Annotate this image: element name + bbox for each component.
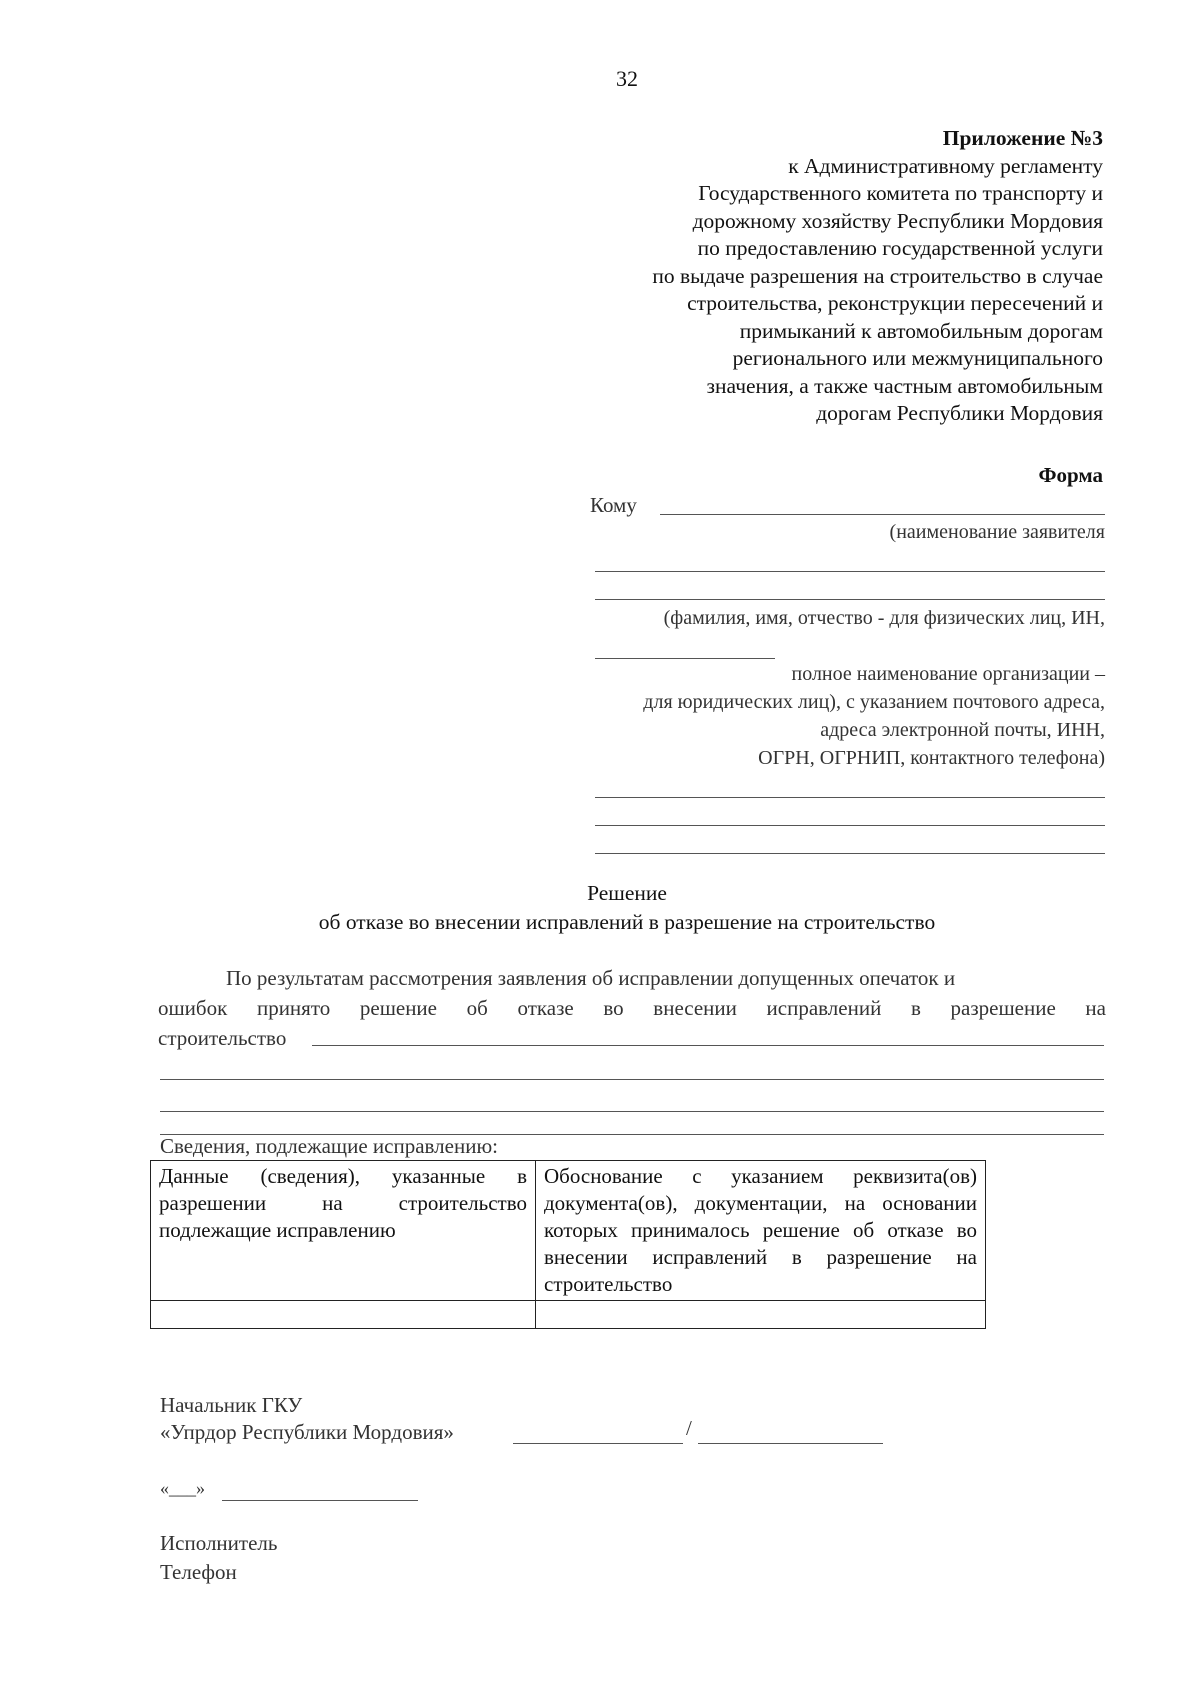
- recipient-line[interactable]: [595, 658, 775, 659]
- info-label: Сведения, подлежащие исправлению:: [160, 1134, 498, 1158]
- date-line[interactable]: [222, 1500, 418, 1501]
- recipient-line[interactable]: [660, 514, 1105, 515]
- recipient-line[interactable]: [595, 599, 1105, 600]
- paragraph-fill-line[interactable]: [312, 1045, 1104, 1046]
- paragraph-fill-line[interactable]: [160, 1079, 1104, 1080]
- appendix-line: Государственного комитета по транспорту и: [698, 181, 1103, 205]
- table-row[interactable]: [151, 1301, 986, 1329]
- appendix-line: по предоставлению государственной услуги: [697, 236, 1103, 260]
- date-template: «___»: [160, 1478, 205, 1498]
- executor-label: Исполнитель: [160, 1531, 278, 1555]
- paragraph-line: По результатам рассмотрения заявления об исправлении допущенных опечаток и: [226, 966, 956, 990]
- recipient-line[interactable]: [595, 797, 1105, 798]
- recipient-line[interactable]: [595, 825, 1105, 826]
- appendix-line: дорожному хозяйству Республики Мордовия: [692, 208, 1103, 233]
- table-header-cell: Данные (сведения), указанные в разрешении на строительство подлежащие исправлению: [151, 1161, 536, 1301]
- appendix-line: примыканий к автомобильным дорогам: [739, 318, 1103, 343]
- signature-name-line[interactable]: [698, 1443, 883, 1444]
- recipient-hint-person: (фамилия, имя, отчество - для физических лиц, ИН,: [663, 607, 1105, 629]
- decision-paragraph: [158, 963, 1106, 1053]
- appendix-line: по выдаче разрешения на строительство в случае: [652, 263, 1103, 288]
- appendix-line: к Административному регламенту: [788, 153, 1103, 178]
- paragraph-line: ошибок принято решение об отказе во внесении исправлений в разрешение на: [158, 996, 1106, 1020]
- table-row: [151, 1161, 986, 1301]
- signature-position-line2: «Упрдор Республики Мордовия»: [160, 1420, 454, 1444]
- signature-line[interactable]: [513, 1443, 683, 1444]
- signature-slash: /: [686, 1416, 692, 1440]
- table-cell[interactable]: [151, 1301, 536, 1329]
- recipient-hint-org: полное наименование организации – для юридических лиц), с указанием почтового адреса, адреса электронной почты, ИНН, ОГРН, ОГРНИП, контактного телефона): [643, 663, 1105, 769]
- recipient-hint-name: (наименование заявителя: [889, 521, 1105, 543]
- form-label: Форма: [1038, 463, 1103, 487]
- decision-subtitle: об отказе во внесении исправлений в разрешение на строительство: [318, 910, 936, 934]
- paragraph-line: строительство: [158, 1026, 287, 1050]
- appendix-line: регионального или межмуниципального: [732, 346, 1103, 370]
- page-number: 32: [616, 66, 638, 91]
- signature-position-line1: Начальник ГКУ: [160, 1393, 303, 1417]
- appendix-line: строительства, реконструкции пересечений и: [687, 291, 1103, 315]
- table-cell[interactable]: [536, 1301, 986, 1329]
- appendix-header: [503, 125, 1103, 428]
- recipient-line[interactable]: [595, 571, 1105, 572]
- appendix-line: дорогам Республики Мордовия: [816, 401, 1103, 425]
- appendix-title: Приложение №3: [942, 126, 1103, 150]
- corrections-table: [150, 1160, 986, 1329]
- table-header-cell: Обоснование с указанием реквизита(ов) документа(ов), документации, на основании которых принималось решение об отказе во внесении исправлений в разрешение на строительство: [536, 1161, 986, 1301]
- phone-label: Телефон: [160, 1560, 237, 1584]
- decision-title: Решение: [587, 881, 667, 905]
- appendix-line: значения, а также частным автомобильным: [706, 373, 1103, 398]
- recipient-to-label: Кому: [590, 493, 637, 517]
- paragraph-fill-line[interactable]: [160, 1111, 1104, 1112]
- recipient-line[interactable]: [595, 853, 1105, 854]
